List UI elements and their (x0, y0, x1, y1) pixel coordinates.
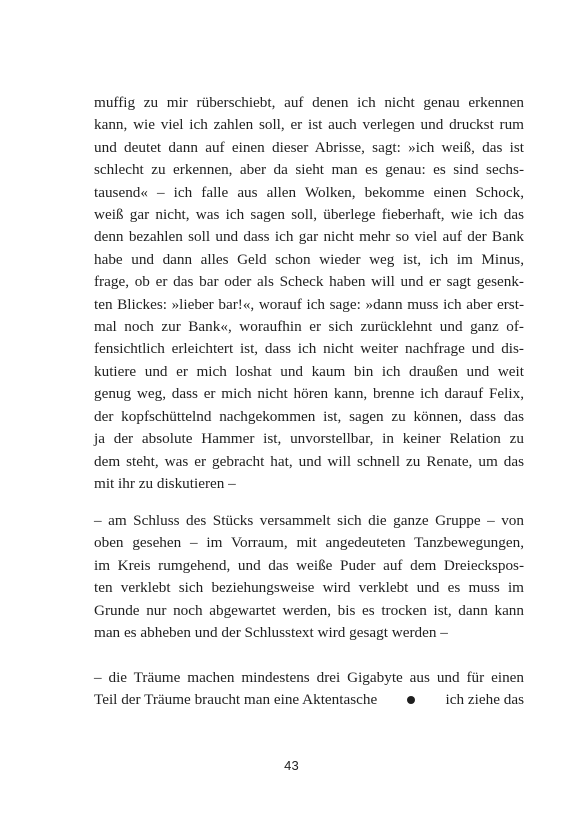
text-line: kutiere und er mich loshat und kaum bin ich draußen und weit (94, 362, 524, 380)
paragraph-2 (94, 510, 524, 644)
text-line: ja der absolute Hammer ist, unvorstellbar, in keiner Relation zu (94, 430, 524, 448)
text-segment: ich ziehe das (445, 691, 524, 709)
text-line: und deutet dann auf einen dieser Abrisse, sagt: »ich weiß, das ist (94, 138, 524, 156)
text-segment: Teil der Träume braucht man eine Aktentasche (94, 691, 378, 709)
text-line: frage, ob er das bar oder als Scheck haben will und er sagt gesenk- (94, 273, 524, 291)
text-line: – am Schluss des Stücks versammelt sich die ganze Gruppe – von (94, 512, 524, 529)
text-line: kann, wie viel ich zahlen soll, er ist auch verlegen und druckst rum (94, 116, 524, 134)
text-line: muffig zu mir rüberschiebt, auf denen ich nicht genau erkennen (94, 94, 524, 111)
bullet-dot-icon (407, 696, 415, 704)
text-line: mit ihr zu diskutieren – (94, 474, 236, 492)
text-line: im Kreis rumgehend, und das weiße Puder auf dem Dreieckspos- (94, 556, 524, 574)
text-line: Grunde nur noch abgewartet werden, bis es trocken ist, dann kann (94, 601, 524, 619)
text-line: ten verklebt sich beziehungsweise wird verklebt und es muss im (94, 579, 524, 597)
paragraph-3 (94, 667, 524, 712)
text-line: mal noch zur Bank«, woraufhin er sich zurücklehnt und ganz of- (94, 318, 524, 336)
text-line: dem steht, was er gebracht hat, und will schnell zu Renate, um das (94, 452, 524, 470)
text-line: denn bezahlen soll und dass ich gar nicht mehr so viel auf der Bank (94, 228, 524, 246)
page-number: 43 (284, 758, 299, 773)
text-line: weiß gar nicht, was ich sagen soll, überlege fieberhaft, wie ich das (94, 206, 524, 224)
text-line: genug weg, dass er mich nicht hören kann, brenne ich darauf Felix, (94, 385, 524, 403)
text-line: fensichtlich erleichtert ist, dass ich nicht weiter nachfrage und dis- (94, 340, 524, 358)
text-line: man es abheben und der Schlusstext wird gesagt werden – (94, 624, 448, 642)
text-line: oben gesehen – im Vorraum, mit angedeuteten Tanzbewegungen, (94, 534, 524, 552)
text-line: habe und dann alles Geld schon wieder weg ist, ich im Minus, (94, 250, 524, 268)
text-line-with-bullet (94, 689, 524, 711)
text-line: tausend« – ich falle aus allen Wolken, bekomme einen Schock, (94, 183, 524, 201)
text-line: ten Blickes: »lieber bar!«, worauf ich sage: »dann muss ich aber erst- (94, 295, 524, 313)
paragraph-1 (94, 92, 524, 495)
text-line: schlecht zu erkennen, aber da sieht man es genau: es sind sechs- (94, 161, 524, 179)
text-line: – die Träume machen mindestens drei Gigabyte aus und für einen (94, 669, 524, 686)
text-line: der kopfschüttelnd nachgekommen ist, sagen zu können, dass das (94, 407, 524, 425)
